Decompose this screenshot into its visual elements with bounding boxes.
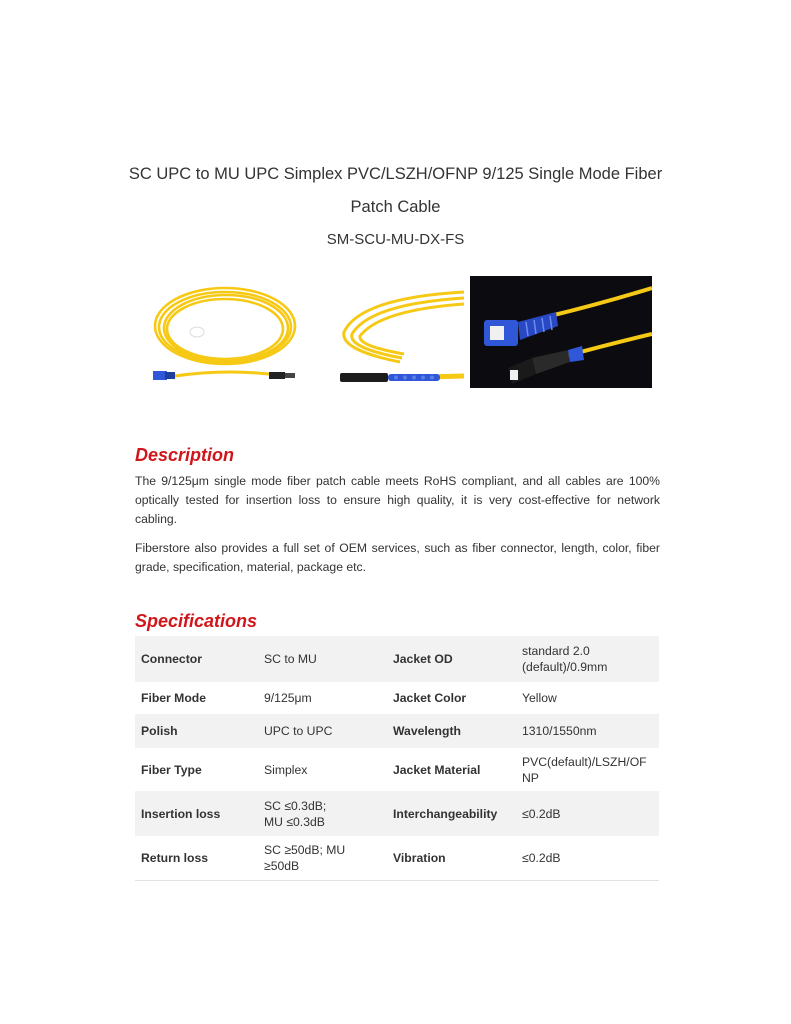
spec-key: Fiber Type bbox=[141, 762, 202, 777]
specifications-table bbox=[135, 636, 659, 881]
spec-key: Vibration bbox=[387, 836, 516, 880]
spec-value: 1310/1550nm bbox=[516, 714, 659, 748]
spec-value: SC to MU bbox=[258, 636, 387, 682]
spec-value: UPC to UPC bbox=[258, 714, 387, 748]
coiled-patch-cable-image bbox=[135, 276, 305, 388]
spec-value: ≤0.2dB bbox=[516, 791, 659, 836]
description-heading: Description bbox=[135, 445, 235, 465]
spec-key: Jacket Color bbox=[393, 691, 467, 705]
specifications-heading: Specifications bbox=[135, 611, 258, 631]
spec-key: Connector bbox=[135, 636, 258, 682]
spec-value: standard 2.0 (default)/0.9mm bbox=[516, 636, 659, 682]
spec-key: Insertion loss bbox=[135, 791, 258, 836]
product-sku: SM-SCU-MU-DX-FS bbox=[326, 231, 465, 248]
table-row bbox=[135, 714, 659, 748]
mu-connector-closeup-image bbox=[330, 276, 464, 388]
product-title-line-2: Patch Cable bbox=[350, 198, 441, 216]
spec-value: PVC(default)/LSZH/OFNP bbox=[522, 754, 647, 785]
spec-key: Jacket Material bbox=[393, 762, 481, 777]
table-row bbox=[135, 791, 659, 836]
table-row bbox=[135, 682, 659, 714]
spec-value: Simplex bbox=[264, 762, 308, 777]
table-row bbox=[135, 748, 659, 791]
table-row bbox=[135, 836, 659, 880]
spec-value: SC ≥50dB; MU ≥50dB bbox=[258, 836, 387, 880]
sc-and-mu-connectors-image bbox=[470, 276, 652, 388]
product-title-line-1: SC UPC to MU UPC Simplex PVC/LSZH/OFNP 9/125 Single Mode Fiber bbox=[128, 165, 663, 183]
description-paragraph-1: The 9/125μm single mode fiber patch cable meets RoHS compliant, and all cables are 100% optically tested for insertion loss to ensure high quality, it is very cost-effective for network cabling. bbox=[135, 474, 660, 526]
spec-key: Fiber Mode bbox=[141, 691, 207, 705]
spec-key: Polish bbox=[135, 714, 258, 748]
spec-value: SC ≤0.3dB; MU ≤0.3dB bbox=[258, 791, 387, 836]
description-paragraph-2: Fiberstore also provides a full set of OEM services, such as fiber connector, length, color, fiber grade, specification, material, package etc. bbox=[135, 541, 660, 574]
spec-value: 9/125μm bbox=[264, 691, 312, 705]
spec-key: Jacket OD bbox=[387, 636, 516, 682]
spec-value: ≤0.2dB bbox=[516, 836, 659, 880]
spec-key: Wavelength bbox=[387, 714, 516, 748]
spec-key: Interchangeability bbox=[387, 791, 516, 836]
spec-value: Yellow bbox=[522, 691, 557, 705]
table-row bbox=[135, 636, 659, 682]
spec-key: Return loss bbox=[135, 836, 258, 880]
